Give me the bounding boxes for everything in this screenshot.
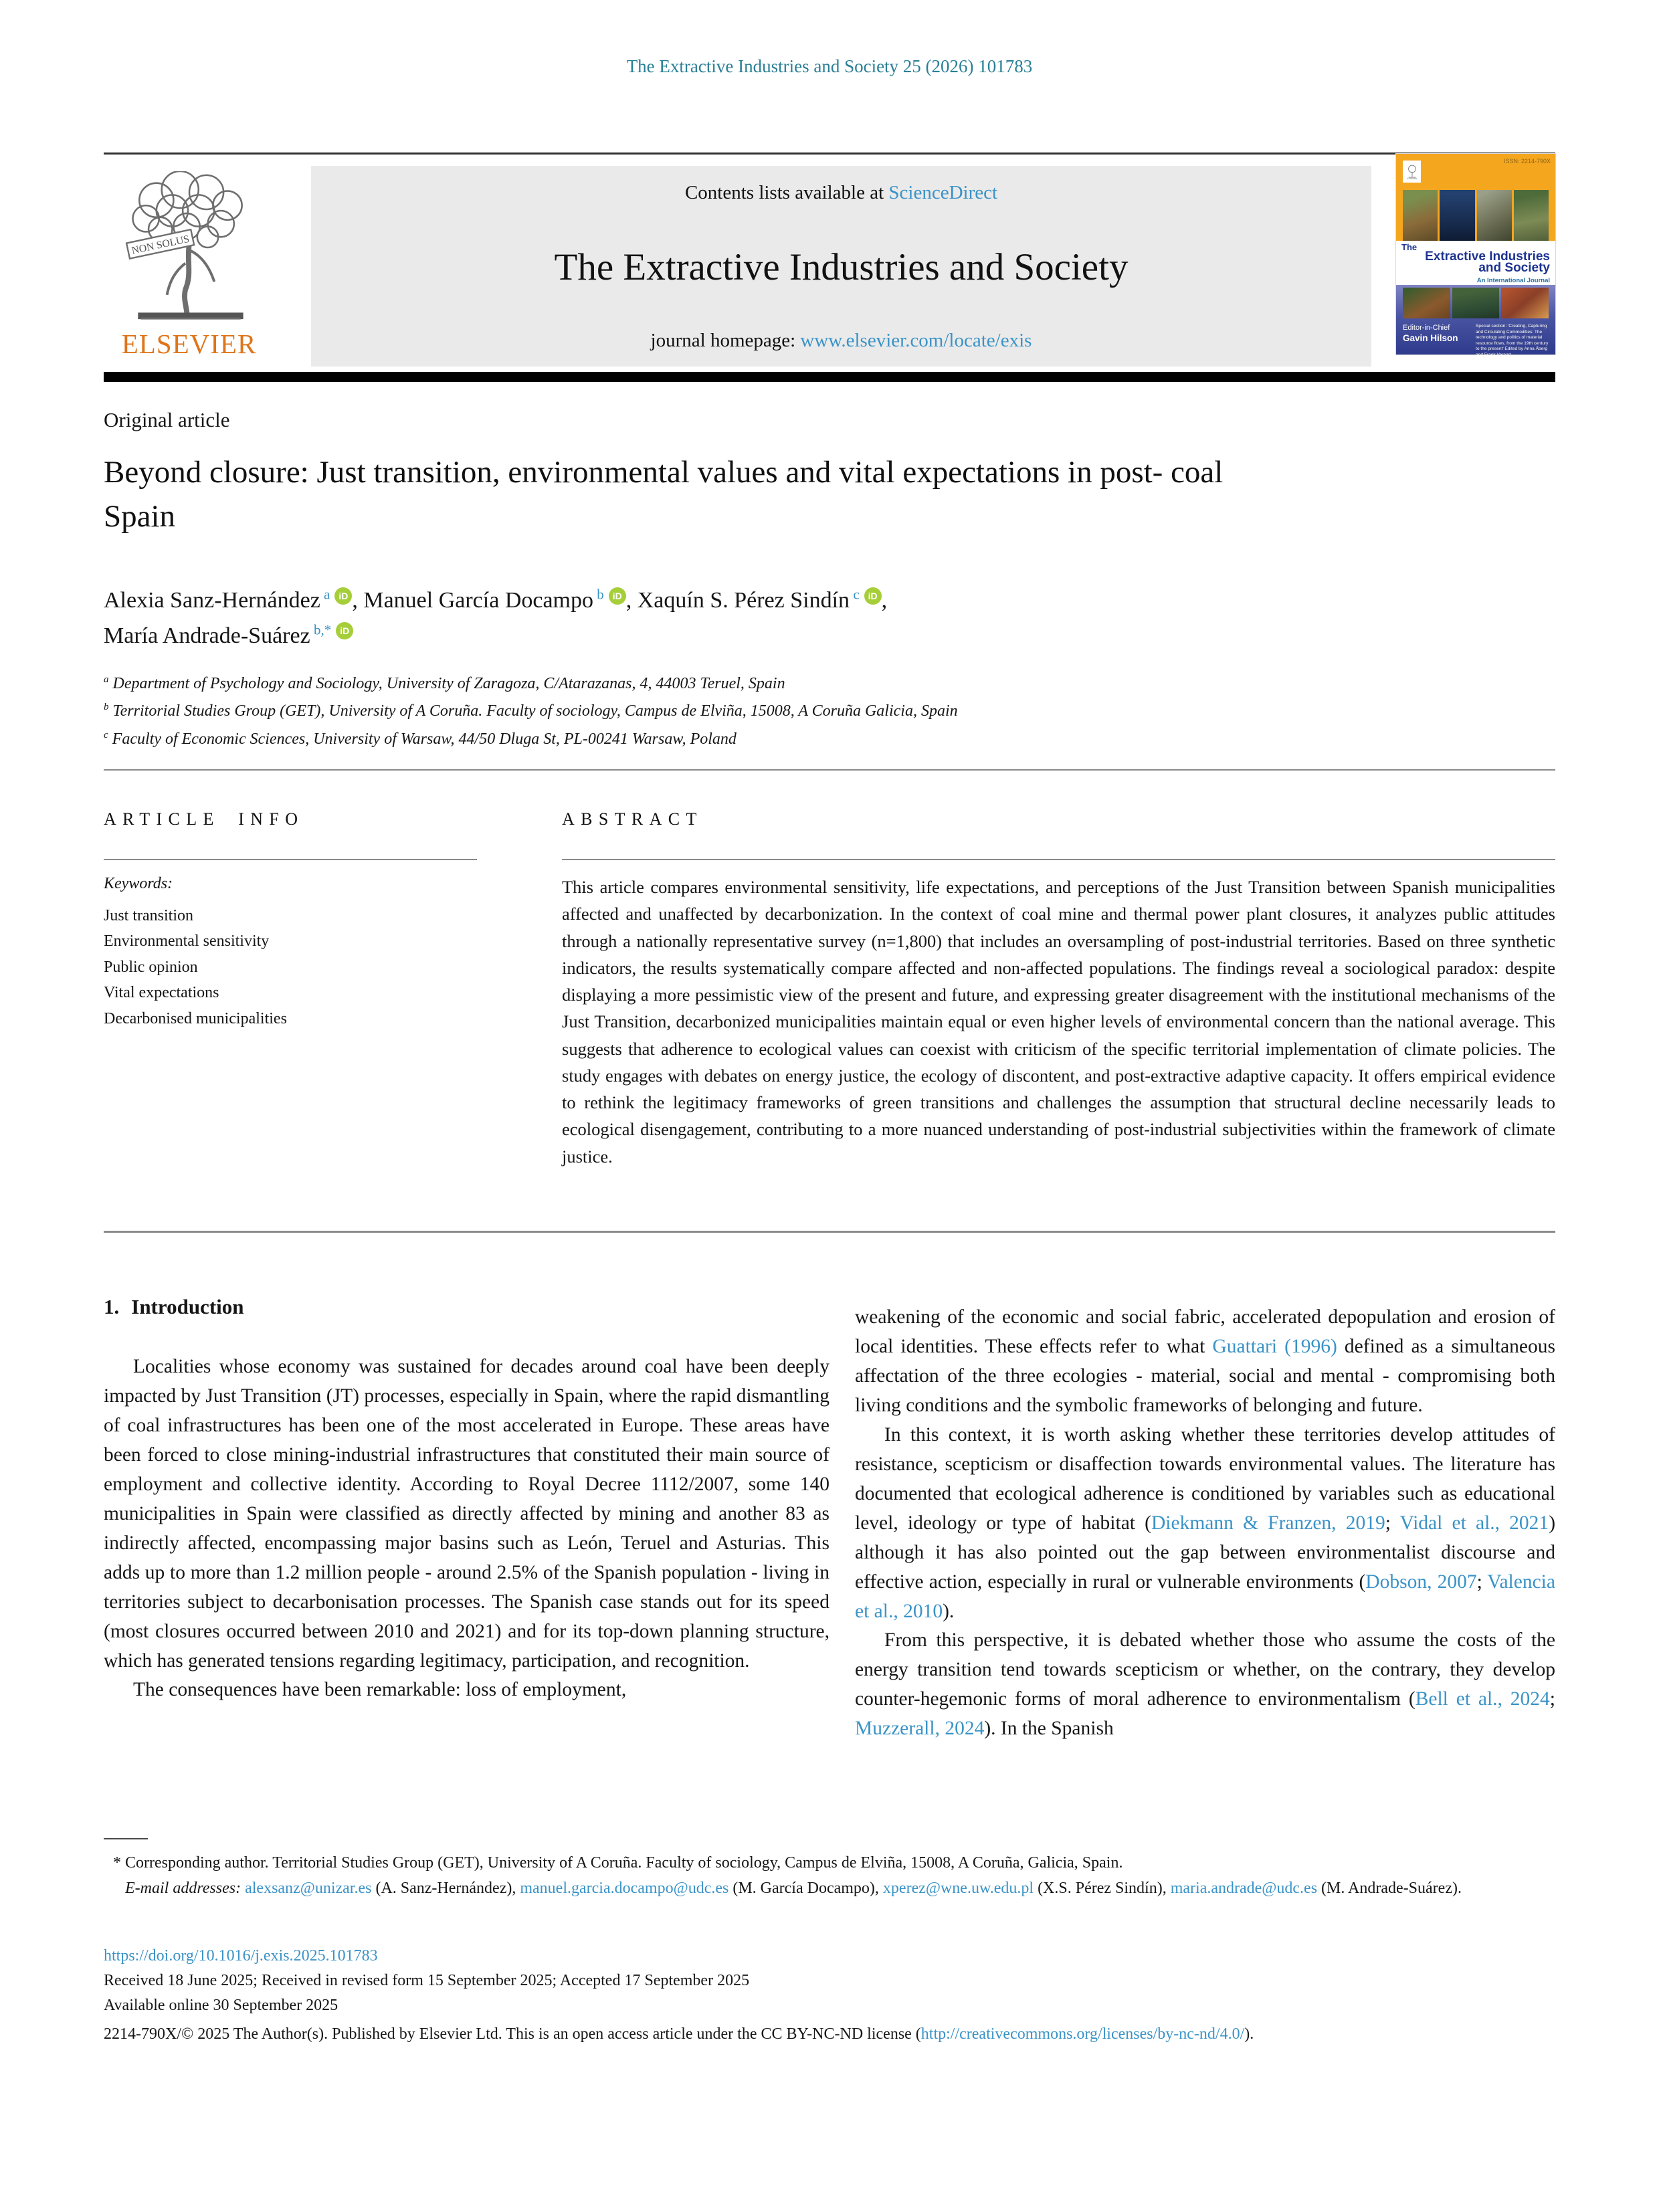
orcid-icon[interactable]: iD [864, 587, 882, 605]
cover-photo-strip-bottom [1403, 288, 1549, 318]
copyright-block [104, 2021, 1555, 2047]
head-divider-rule [104, 769, 1555, 771]
text-run: ). [943, 1600, 955, 1622]
affiliation-sup: a [104, 674, 109, 685]
citation-link[interactable]: Guattari (1996) [1212, 1335, 1337, 1357]
author-separator: , [625, 588, 638, 613]
left-column [104, 1352, 830, 1705]
text-run: ; [1549, 1688, 1555, 1710]
homepage-line [651, 330, 1032, 352]
masthead-box [311, 166, 1371, 367]
right-column [855, 1303, 1555, 1744]
text-run: In this context, it is worth asking whether these territories develop attitudes of resistance, scepticism or disaffection towards environmental values. The literature has documented that ecological adherence is conditioned by variables such as educational level, ideology or type of habitat ( [855, 1423, 1555, 1534]
citation-link[interactable]: manuel.garcia.docampo@udc.es [520, 1880, 729, 1898]
keywords-list [104, 903, 287, 1031]
text-run: The consequences have been remarkable: loss of employment, [133, 1679, 627, 1701]
journal-cover-thumbnail[interactable] [1396, 154, 1555, 355]
journal-title: The Extractive Industries and Society [554, 245, 1129, 288]
affiliation [104, 670, 1508, 698]
logo-banner-text: NON SOLUS [130, 233, 191, 257]
author-affiliation-sup: a [320, 586, 330, 603]
header-top-rule [104, 153, 1555, 155]
citation-link[interactable]: maria.andrade@udc.es [1170, 1880, 1318, 1898]
text-run: ; [1385, 1512, 1400, 1534]
keyword: Vital expectations [104, 984, 219, 1002]
author-list [104, 583, 1375, 653]
section-number: 1. [104, 1295, 120, 1318]
body-paragraph [104, 1676, 830, 1705]
elsevier-tree-icon [100, 167, 278, 326]
text-run: 2214-790X/© 2025 The Author(s). Published by Elsevier Ltd. This is an open access article under the CC BY-NC-ND license ( [104, 2025, 921, 2043]
affiliation-sup: c [104, 729, 108, 740]
email-addresses-note [104, 1876, 1555, 1901]
text-run: E-mail addresses: [125, 1880, 246, 1898]
footnote-rule [104, 1838, 148, 1839]
text-run: ; [1476, 1571, 1488, 1593]
cover-special-note: Special section: 'Creating, Capturing and Circulating Commodities: The technology and politics of material resource flows, from the 19th century to the present' Edited by Anna Åberg and Frank Veraart [1476, 324, 1549, 357]
body-paragraph [855, 1303, 1555, 1421]
publication-dates-block [104, 1944, 1555, 2019]
affiliation-list [104, 670, 1508, 753]
copyright-note [104, 2021, 1555, 2047]
cover-photo [1440, 190, 1474, 241]
text-run: ). [1244, 2025, 1254, 2043]
article-title: Beyond closure: Just transition, environmental values and vital expectations in post- coal Spain [104, 455, 1224, 534]
header-black-bar [104, 372, 1555, 382]
body-paragraph [104, 1352, 830, 1676]
affiliation [104, 726, 1508, 753]
keywords-label: Keywords: [104, 875, 173, 892]
cover-editor-name: Gavin Hilson [1403, 333, 1458, 343]
body-paragraph [855, 1421, 1555, 1627]
text-run: (M. Andrade-Suárez). [1317, 1880, 1462, 1898]
contents-prefix: Contents lists available at [684, 182, 889, 203]
affiliation-text: Territorial Studies Group (GET), University of A Coruña. Faculty of sociology, Campus de Elviña, 15008, A Coruña Galicia, Spain [108, 702, 958, 720]
orcid-icon[interactable]: iD [609, 587, 626, 605]
text-run: (M. García Docampo), [728, 1880, 883, 1898]
author-name: Manuel García Docampo [363, 588, 593, 613]
affiliation-sup: b [104, 702, 109, 713]
cover-editor-label: Editor-in-Chief [1403, 324, 1450, 332]
cover-title-band [1396, 241, 1555, 285]
abstract-text: This article compares environmental sensitivity, life expectations, and perceptions of the Just Transition between Spanish municipalities affected and unaffected by decarbonization. In the context of coal mine and thermal power plant closures, it analyzes public attitudes through a nationally representative survey (n=1,800) that includes an oversampling of post-industrial territories. Based on three synthetic indicators, the results systematically compare affected and non-affected populations. The findings reveal a sociological paradox: despite displaying a more pessimistic view of the present and future, and expressing greater disagreement with the institutional mechanisms of the Just Transition, decarbonized municipalities maintain equal or even higher levels of environmental concern than the national average. This suggests that adherence to ecological values can coexist with criticism of the specific territorial implementation of climate policies. The study engages with debates on energy justice, the ecology of discontent, and post-extractive adaptive capacity. It offers empirical evidence to rethink the legitimacy frameworks of green transitions and challenges the assumption that structural decline necessarily leads to ecological disengagement, contributing to a more nuanced understanding of post-industrial subjectivities within the framework of climate justice. [562, 877, 1555, 1167]
author-affiliation-sup: b [593, 586, 604, 603]
abstract-rule [562, 859, 1555, 860]
affiliation-text: Department of Psychology and Sociology, University of Zaragoza, C/Atarazanas, 4, 44003 Teruel, Spain [108, 675, 785, 692]
keyword: Just transition [104, 907, 194, 924]
cover-title-line1: Extractive Industries [1425, 249, 1550, 264]
svg-text:ELSEVIER: ELSEVIER [1407, 177, 1417, 180]
cover-elsevier-logo-icon [1403, 161, 1421, 183]
article-info-header: ARTICLE INFO [104, 809, 304, 829]
elsevier-logo [100, 167, 278, 367]
cover-title-line2: and Society [1478, 261, 1550, 276]
text-run: From this perspective, it is debated whether those who assume the costs of the energy transition tend towards scepticism or whether, on the contrary, they develop counter-hegemonic forms of moral adherence to environmentalism ( [855, 1629, 1555, 1710]
cover-photo [1403, 288, 1450, 318]
citation-link[interactable]: http://creativecommons.org/licenses/by-nc-nd/4.0/ [920, 2025, 1245, 2043]
orcid-icon[interactable]: iD [336, 622, 353, 639]
cover-photo [1452, 288, 1500, 318]
cover-issn: ISSN: 2214-790X [1503, 158, 1551, 165]
article-info-rule [104, 859, 477, 860]
citation-link[interactable]: Diekmann & Franzen, 2019 [1151, 1512, 1385, 1534]
sciencedirect-link[interactable]: ScienceDirect [888, 182, 998, 203]
text-run: ) although it has also pointed out the gap between environmentalist discourse and effective action, especially in rural or vulnerable environments ( [855, 1512, 1556, 1593]
keyword: Public opinion [104, 958, 198, 976]
abstract-bottom-rule [104, 1231, 1555, 1233]
cover-photo-strip-top [1403, 190, 1549, 241]
abstract-header: ABSTRACT [562, 809, 703, 829]
citation-link[interactable]: alexsanz@unizar.es [245, 1880, 372, 1898]
affiliation-text: Faculty of Economic Sciences, University of Warsaw, 44/50 Dluga St, PL-00241 Warsaw, Poland [108, 730, 737, 748]
text-run: (A. Sanz-Hernández), [371, 1880, 520, 1898]
corresponding-author-note: * Corresponding author. Territorial Studies Group (GET), University of A Coruña. Faculty of sociology, Campus de Elviña, 15008, A Coruña, Galicia, Spain. [113, 1854, 1123, 1872]
received-dates: Received 18 June 2025; Received in revised form 15 September 2025; Accepted 17 September 2025 [104, 1972, 750, 1990]
cover-photo [1477, 190, 1512, 241]
text-run: Localities whose economy was sustained for decades around coal have been deeply impacted by Just Transition (JT) processes, especially in Spain, where the rapid dismantling of coal infrastructures has been one of the most accelerated in Europe. These areas have been forced to close mining-industrial infrastructures that constituted their main source of employment and collective identity. According to Royal Decree 1112/2007, some 140 municipalities in Spain were classified as directly affected by mining and another 83 as indirectly affected, encompassing major basins such as León, Teruel and Asturias. This adds up to more than 1.2 million people - around 2.5% of the Spanish population - living in territories subject to decarbonisation processes. The Spanish case stands out for its speed (most closures occurred between 2010 and 2021) and for its top-down planning structure, which has generated tensions regarding legitimacy, participation, and recognition. [104, 1356, 830, 1672]
cover-bottom-band [1396, 285, 1555, 355]
homepage-prefix: journal homepage: [650, 330, 801, 351]
cover-photo [1514, 190, 1549, 241]
text-run: (X.S. Pérez Sindín), [1034, 1880, 1171, 1898]
author-name: María Andrade-Suárez [104, 623, 310, 648]
citation-link[interactable]: Dobson, 2007 [1365, 1571, 1477, 1593]
cover-subtitle: An International Journal [1476, 276, 1550, 284]
author-name: Alexia Sanz-Hernández [104, 588, 320, 613]
contents-line [685, 182, 997, 204]
citation-link[interactable]: Valencia et al., 2010 [855, 1571, 1555, 1622]
author-affiliation-sup: c [850, 586, 860, 603]
doi-link[interactable]: https://doi.org/10.1016/j.exis.2025.101783 [104, 1947, 378, 1965]
elsevier-wordmark: ELSEVIER [121, 328, 257, 359]
keyword: Decarbonised municipalities [104, 1009, 287, 1027]
available-online: Available online 30 September 2025 [104, 1997, 338, 2015]
footnote-block [104, 1850, 1555, 1902]
text-run: weakening of the economic and social fabric, accelerated depopulation and erosion of local identities. These effects refer to what [855, 1306, 1555, 1357]
author-affiliation-sup: b,* [310, 621, 332, 638]
article-type-label: Original article [104, 408, 230, 431]
journal-citation: The Extractive Industries and Society 25 (2026) 101783 [626, 56, 1033, 76]
cover-title-the: The [1401, 242, 1418, 252]
citation-link[interactable]: xperez@wne.uw.edu.pl [882, 1880, 1034, 1898]
text-run: ). In the Spanish [984, 1718, 1114, 1740]
cover-photo [1403, 190, 1438, 241]
citation-link[interactable]: Bell et al., 2024 [1415, 1688, 1550, 1710]
citation-link[interactable]: Muzzerall, 2024 [855, 1718, 985, 1740]
body-paragraph [855, 1626, 1555, 1744]
affiliation [104, 698, 1508, 725]
author-name: Xaquín S. Pérez Sindín [637, 588, 850, 613]
text-run: defined as a simultaneous affectation of the three ecologies - material, social and mental - compromising both living conditions and the symbolic frameworks of belonging and future. [855, 1335, 1555, 1416]
keyword: Environmental sensitivity [104, 932, 270, 950]
section-title: Introduction [131, 1295, 244, 1318]
homepage-link[interactable]: www.elsevier.com/locate/exis [800, 330, 1032, 351]
author-separator: , [352, 588, 364, 613]
citation-link[interactable]: Vidal et al., 2021 [1399, 1512, 1549, 1534]
section-heading-introduction [104, 1295, 244, 1319]
cover-photo [1501, 288, 1549, 318]
author-separator: , [881, 588, 888, 613]
orcid-icon[interactable]: iD [334, 587, 352, 605]
